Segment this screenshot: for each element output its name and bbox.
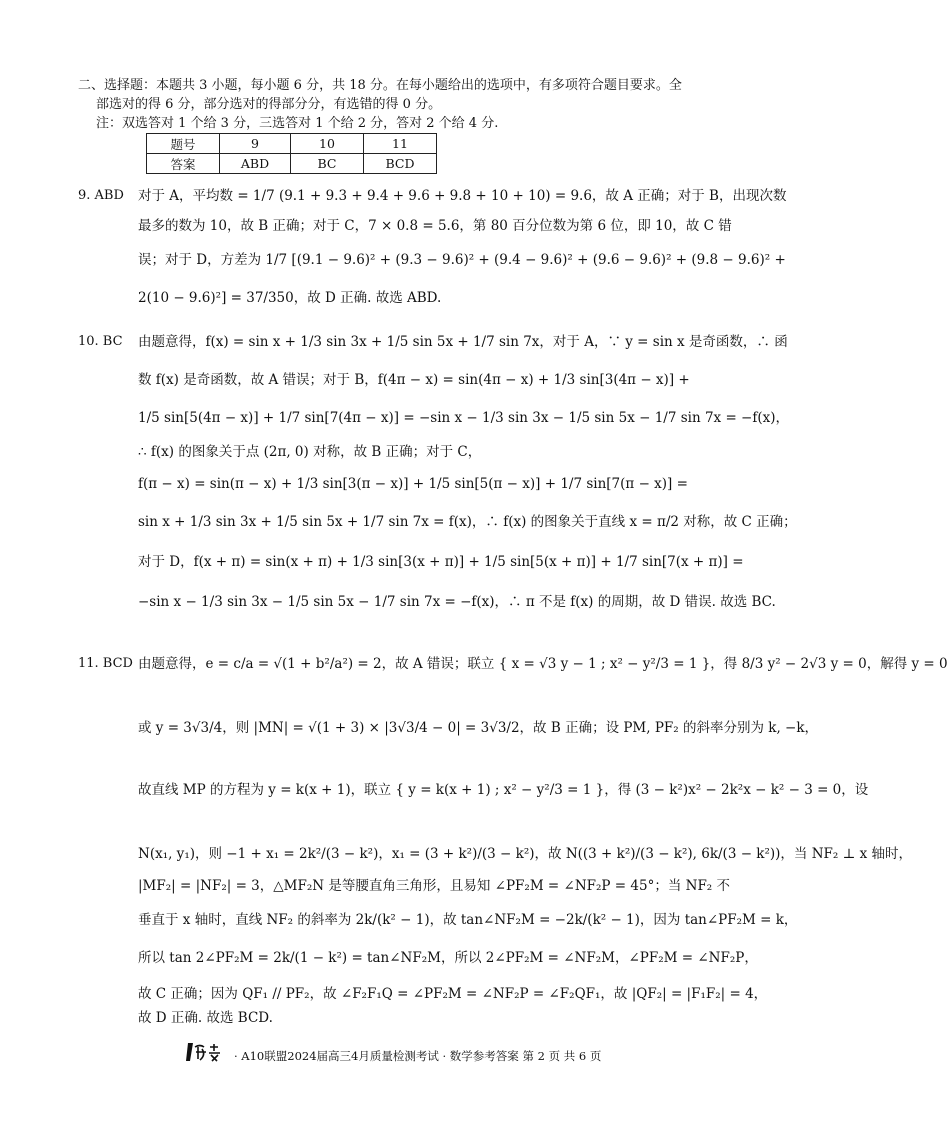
q11-line: 垂直于 x 轴时，直线 NF₂ 的斜率为 2k/(k² − 1)，故 tan∠NF₂M = −2k/(k² − 1)，因为 tan∠PF₂M = k， xyxy=(138,912,798,928)
table-cell: 答案 xyxy=(147,154,220,174)
q10-line: 1/5 sin[5(4π − x)] + 1/7 sin[7(4π − x)] = −sin x − 1/3 sin 3x − 1/5 sin 5x − 1/7 sin 7x = −f(x)， xyxy=(138,410,789,426)
question-10-number: 10. BC xyxy=(78,334,123,349)
table-cell: 11 xyxy=(364,134,437,154)
table-cell: BC xyxy=(291,154,364,174)
q11-line: 故 C 正确；因为 QF₁ // PF₂，故 ∠F₂F₁Q = ∠PF₂M = ∠NF₂P = ∠F₂QF₁，故 |QF₂| = |F₁F₂| = 4， xyxy=(138,986,768,1002)
table-cell: 9 xyxy=(220,134,291,154)
q11-line: N(x₁, y₁)，则 −1 + x₁ = 2k²/(3 − k²)，x₁ = (3 + k²)/(3 − k²)，故 N((3 + k²)/(3 − k²), 6k/(3 − k²))，当 NF₂ ⊥ x 轴时， xyxy=(138,846,913,862)
brand-logo xyxy=(184,1041,228,1063)
q10-line: 数 f(x) 是奇函数，故 A 错误；对于 B，f(4π − x) = sin(4π − x) + 1/3 sin[3(4π − x)] + xyxy=(138,372,690,388)
q11-line: 或 y = 3√3/4，则 |MN| = √(1 + 3) × |3√3/4 − 0| = 3√3/2，故 B 正确；设 PM, PF₂ 的斜率分别为 k, −k， xyxy=(138,720,819,736)
table-row xyxy=(147,154,437,174)
q10-line: −sin x − 1/3 sin 3x − 1/5 sin 5x − 1/7 sin 7x = −f(x)，∴ π 不是 f(x) 的周期，故 D 错误. 故选 BC. xyxy=(138,594,776,610)
q10-line: 对于 D，f(x + π) = sin(x + π) + 1/3 sin[3(x + π)] + 1/5 sin[5(x + π)] + 1/7 sin[7(x + π)] = xyxy=(138,554,744,570)
q11-line: 由题意得，e = c/a = √(1 + b²/a²) = 2，故 A 错误；联立 { x = √3 y − 1 ; x² − y²/3 = 1 }，得 8/3 y² − 2√3 y = 0，解得 y = 0 xyxy=(138,656,948,672)
header-line-1: 二、选择题：本题共 3 小题，每小题 6 分，共 18 分。在每小题给出的选项中，有多项符合题目要求。全 xyxy=(78,78,682,93)
q9-line: 对于 A，平均数 = 1/7 (9.1 + 9.3 + 9.4 + 9.6 + 9.8 + 10 + 10) = 9.6，故 A 正确；对于 B，出现次数 xyxy=(138,188,787,204)
table-row xyxy=(147,134,437,154)
header-note: 注：双选答对 1 个给 3 分，三选答对 1 个给 2 分，答对 2 个给 4 分. xyxy=(96,116,499,131)
q9-line: 误；对于 D，方差为 1/7 [(9.1 − 9.6)² + (9.3 − 9.6)² + (9.4 − 9.6)² + (9.6 − 9.6)² + (9.8 − 9.6)² + xyxy=(138,252,786,268)
q11-line: 故直线 MP 的方程为 y = k(x + 1)，联立 { y = k(x + 1) ; x² − y²/3 = 1 }，得 (3 − k²)x² − 2k²x − k² − 3 = 0，设 xyxy=(138,782,869,798)
section-header xyxy=(78,76,728,133)
q11-line: 故 D 正确. 故选 BCD. xyxy=(138,1010,273,1026)
q9-line: 最多的数为 10，故 B 正确；对于 C，7 × 0.8 = 5.6，第 80 百分位数为第 6 位，即 10，故 C 错 xyxy=(138,218,732,234)
q10-line: f(π − x) = sin(π − x) + 1/3 sin[3(π − x)] + 1/5 sin[5(π − x)] + 1/7 sin[7(π − x)] = xyxy=(138,476,688,492)
footer-text: · A10联盟2024届高三4月质量检测考试 · 数学参考答案 第 2 页 共 6 页 xyxy=(234,1049,602,1063)
q11-line: |MF₂| = |NF₂| = 3，△MF₂N 是等腰直角三角形，且易知 ∠PF₂M = ∠NF₂P = 45°；当 NF₂ 不 xyxy=(138,878,731,894)
q10-line: sin x + 1/3 sin 3x + 1/5 sin 5x + 1/7 sin 7x = f(x)，∴ f(x) 的图象关于直线 x = π/2 对称，故 C 正确； xyxy=(138,514,797,530)
table-cell: ABD xyxy=(220,154,291,174)
table-cell: BCD xyxy=(364,154,437,174)
answer-table xyxy=(146,133,437,174)
q10-line: 由题意得，f(x) = sin x + 1/3 sin 3x + 1/5 sin 5x + 1/7 sin 7x，对于 A，∵ y = sin x 是奇函数，∴ 函 xyxy=(138,334,788,350)
question-9-number: 9. ABD xyxy=(78,188,124,203)
table-cell: 10 xyxy=(291,134,364,154)
q9-line: 2(10 − 9.6)²] = 37/350，故 D 正确. 故选 ABD. xyxy=(138,290,442,306)
question-11-number: 11. BCD xyxy=(78,656,133,671)
header-line-2: 部选对的得 6 分，部分选对的得部分分，有选错的得 0 分。 xyxy=(96,97,442,112)
q10-line: ∴ f(x) 的图象关于点 (2π, 0) 对称，故 B 正确；对于 C， xyxy=(138,444,482,460)
q11-line: 所以 tan 2∠PF₂M = 2k/(1 − k²) = tan∠NF₂M，所以 2∠PF₂M = ∠NF₂M，∠PF₂M = ∠NF₂P， xyxy=(138,950,758,966)
table-cell: 题号 xyxy=(147,134,220,154)
